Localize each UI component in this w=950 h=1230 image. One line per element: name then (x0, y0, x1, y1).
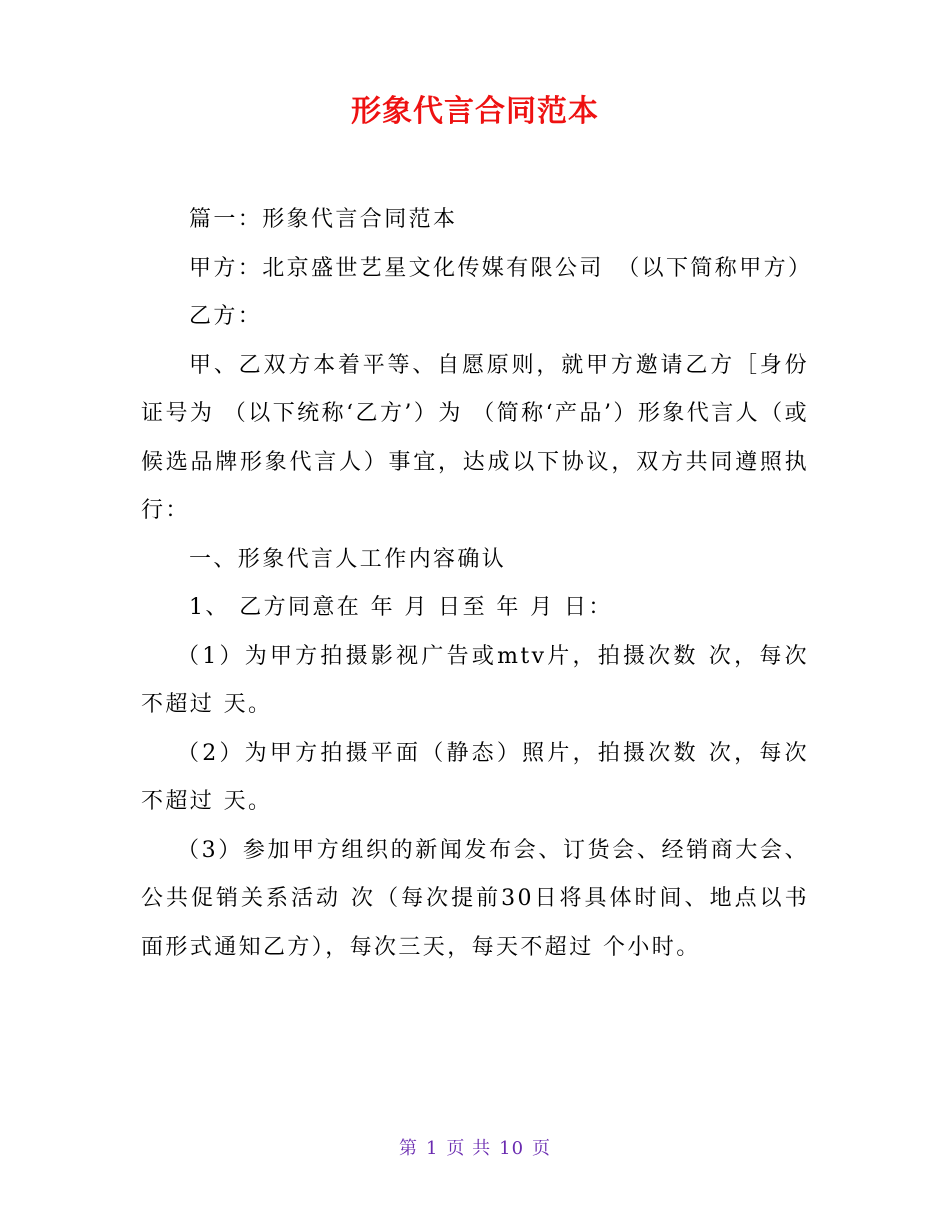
footer-suffix: 页 (532, 1138, 552, 1159)
paragraph-preamble: 甲、乙双方本着平等、自愿原则，就甲方邀请乙方［身份证号为 （以下统称‘乙方’）为 （简称‘产品’）形象代言人（或候选品牌形象代言人）事宜，达成以下协议，双方共同遵照执行： (141, 352, 809, 523)
paragraph-item-2: （2）为甲方拍摄平面（静态）照片，拍摄次数 次，每次不超过 天。 (141, 740, 809, 814)
paragraph-party-b: 乙方： (189, 304, 263, 329)
paragraph-clause-heading: 一、形象代言人工作内容确认 (189, 546, 507, 572)
footer-total-pages: 10 (499, 1138, 525, 1159)
paragraph-item-1: （1）为甲方拍摄影视广告或mtv片，拍摄次数 次，每次不超过 天。 (141, 643, 809, 717)
footer-middle: 页 共 (446, 1138, 492, 1159)
footer-current-page: 1 (425, 1138, 439, 1159)
paragraph-section-heading: 篇一：形象代言合同范本 (189, 207, 458, 232)
document-body (141, 196, 813, 972)
document-title: 形象代言合同范本 (351, 94, 599, 129)
paragraph-item-3: （3）参加甲方组织的新闻发布会、订货会、经销商大会、公共促销关系活动 次（每次提前30日将具体时间、地点以书面形式通知乙方），每次三天，每天不超过 个小时。 (141, 837, 809, 960)
footer-prefix: 第 (398, 1138, 418, 1159)
page-footer (0, 1134, 950, 1160)
paragraph-clause-1: 1、 乙方同意在 年 月 日至 年 月 日： (189, 595, 613, 620)
paragraph-party-a: 甲方：北京盛世艺星文化传媒有限公司 （以下简称甲方） (189, 255, 813, 281)
